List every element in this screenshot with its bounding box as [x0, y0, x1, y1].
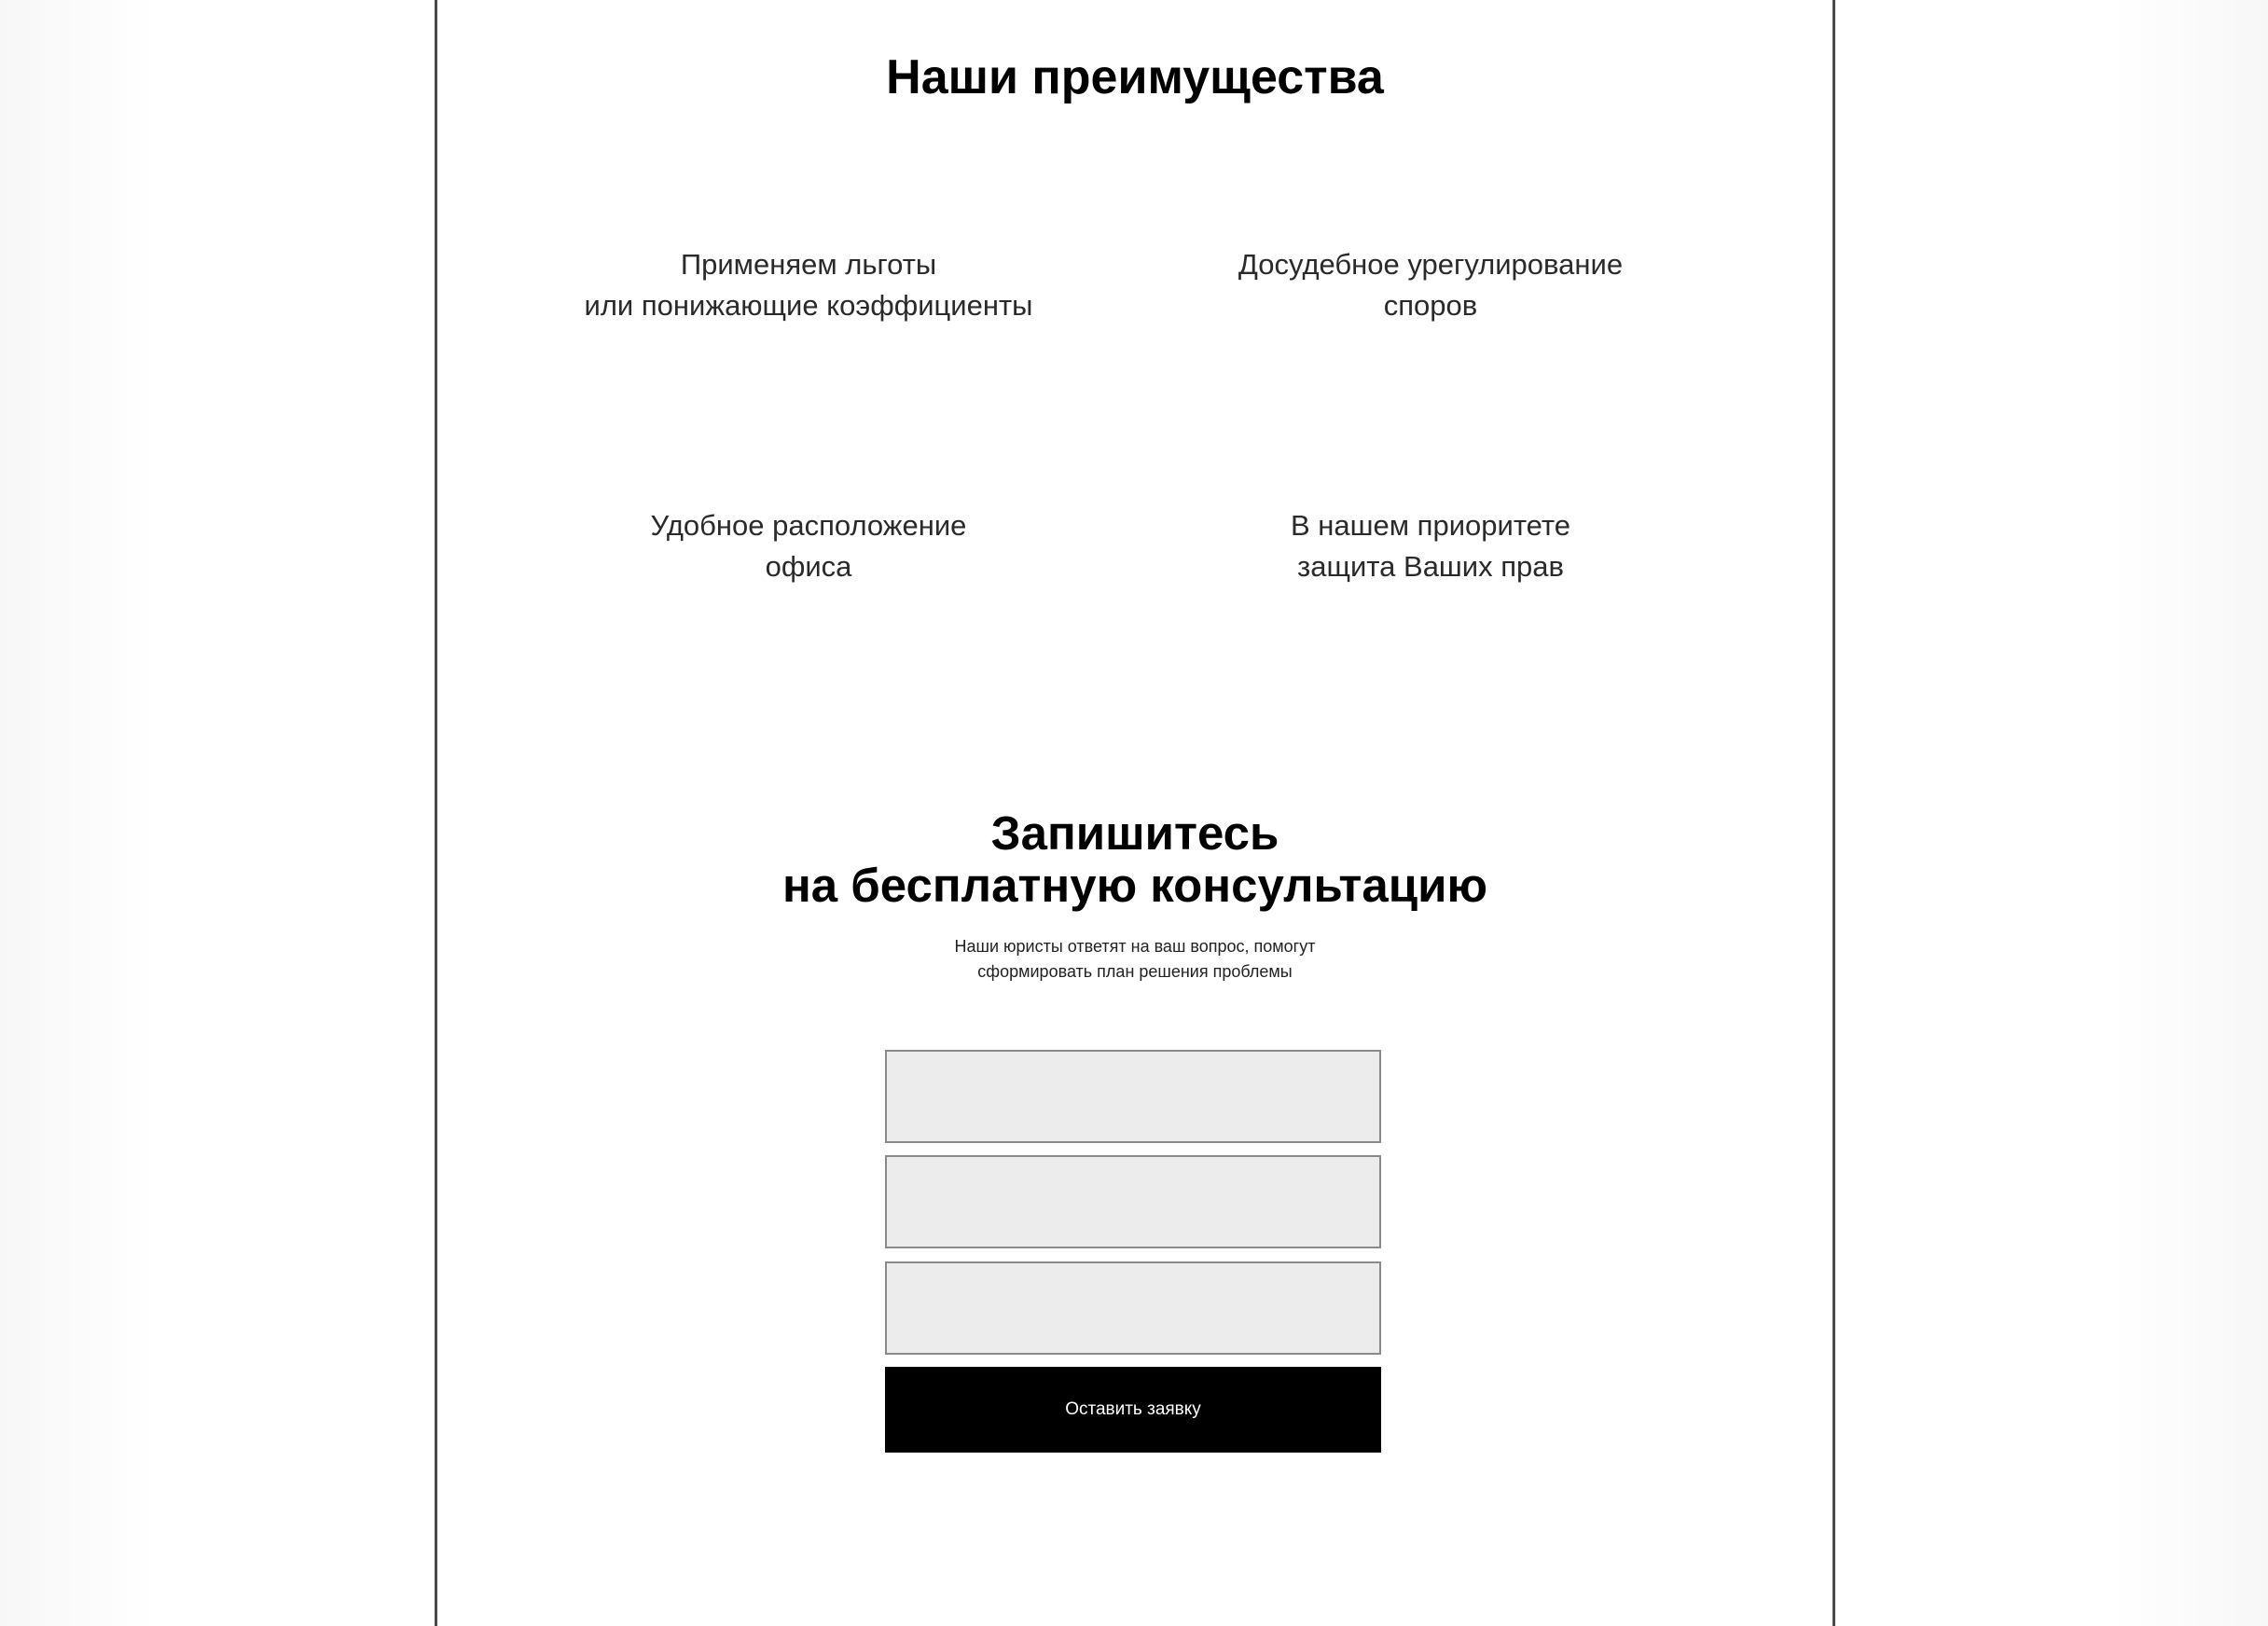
page-container — [435, 0, 1835, 1626]
consultation-subtitle: Наши юристы ответят на ваш вопрос, помогут сформировать план решения проблемы — [954, 937, 1316, 981]
form-field-3[interactable] — [885, 1261, 1381, 1355]
form-field-2[interactable] — [885, 1155, 1381, 1248]
benefit-item-location: Удобное расположение офиса — [650, 509, 967, 583]
benefit-item-pretrial: Досудебное урегулирование споров — [1238, 248, 1624, 322]
benefits-heading: Наши преимущества — [886, 50, 1384, 104]
form-field-1[interactable] — [885, 1050, 1381, 1143]
benefit-item-benefits: Применяем льготы или понижающие коэффициенты — [584, 248, 1033, 322]
consultation-heading: Запишитесь на бесплатную консультацию — [781, 806, 1488, 912]
benefit-item-protection: В нашем приоритете защита Ваших прав — [1291, 509, 1570, 583]
submit-request-button[interactable]: Оставить заявку — [885, 1367, 1381, 1453]
